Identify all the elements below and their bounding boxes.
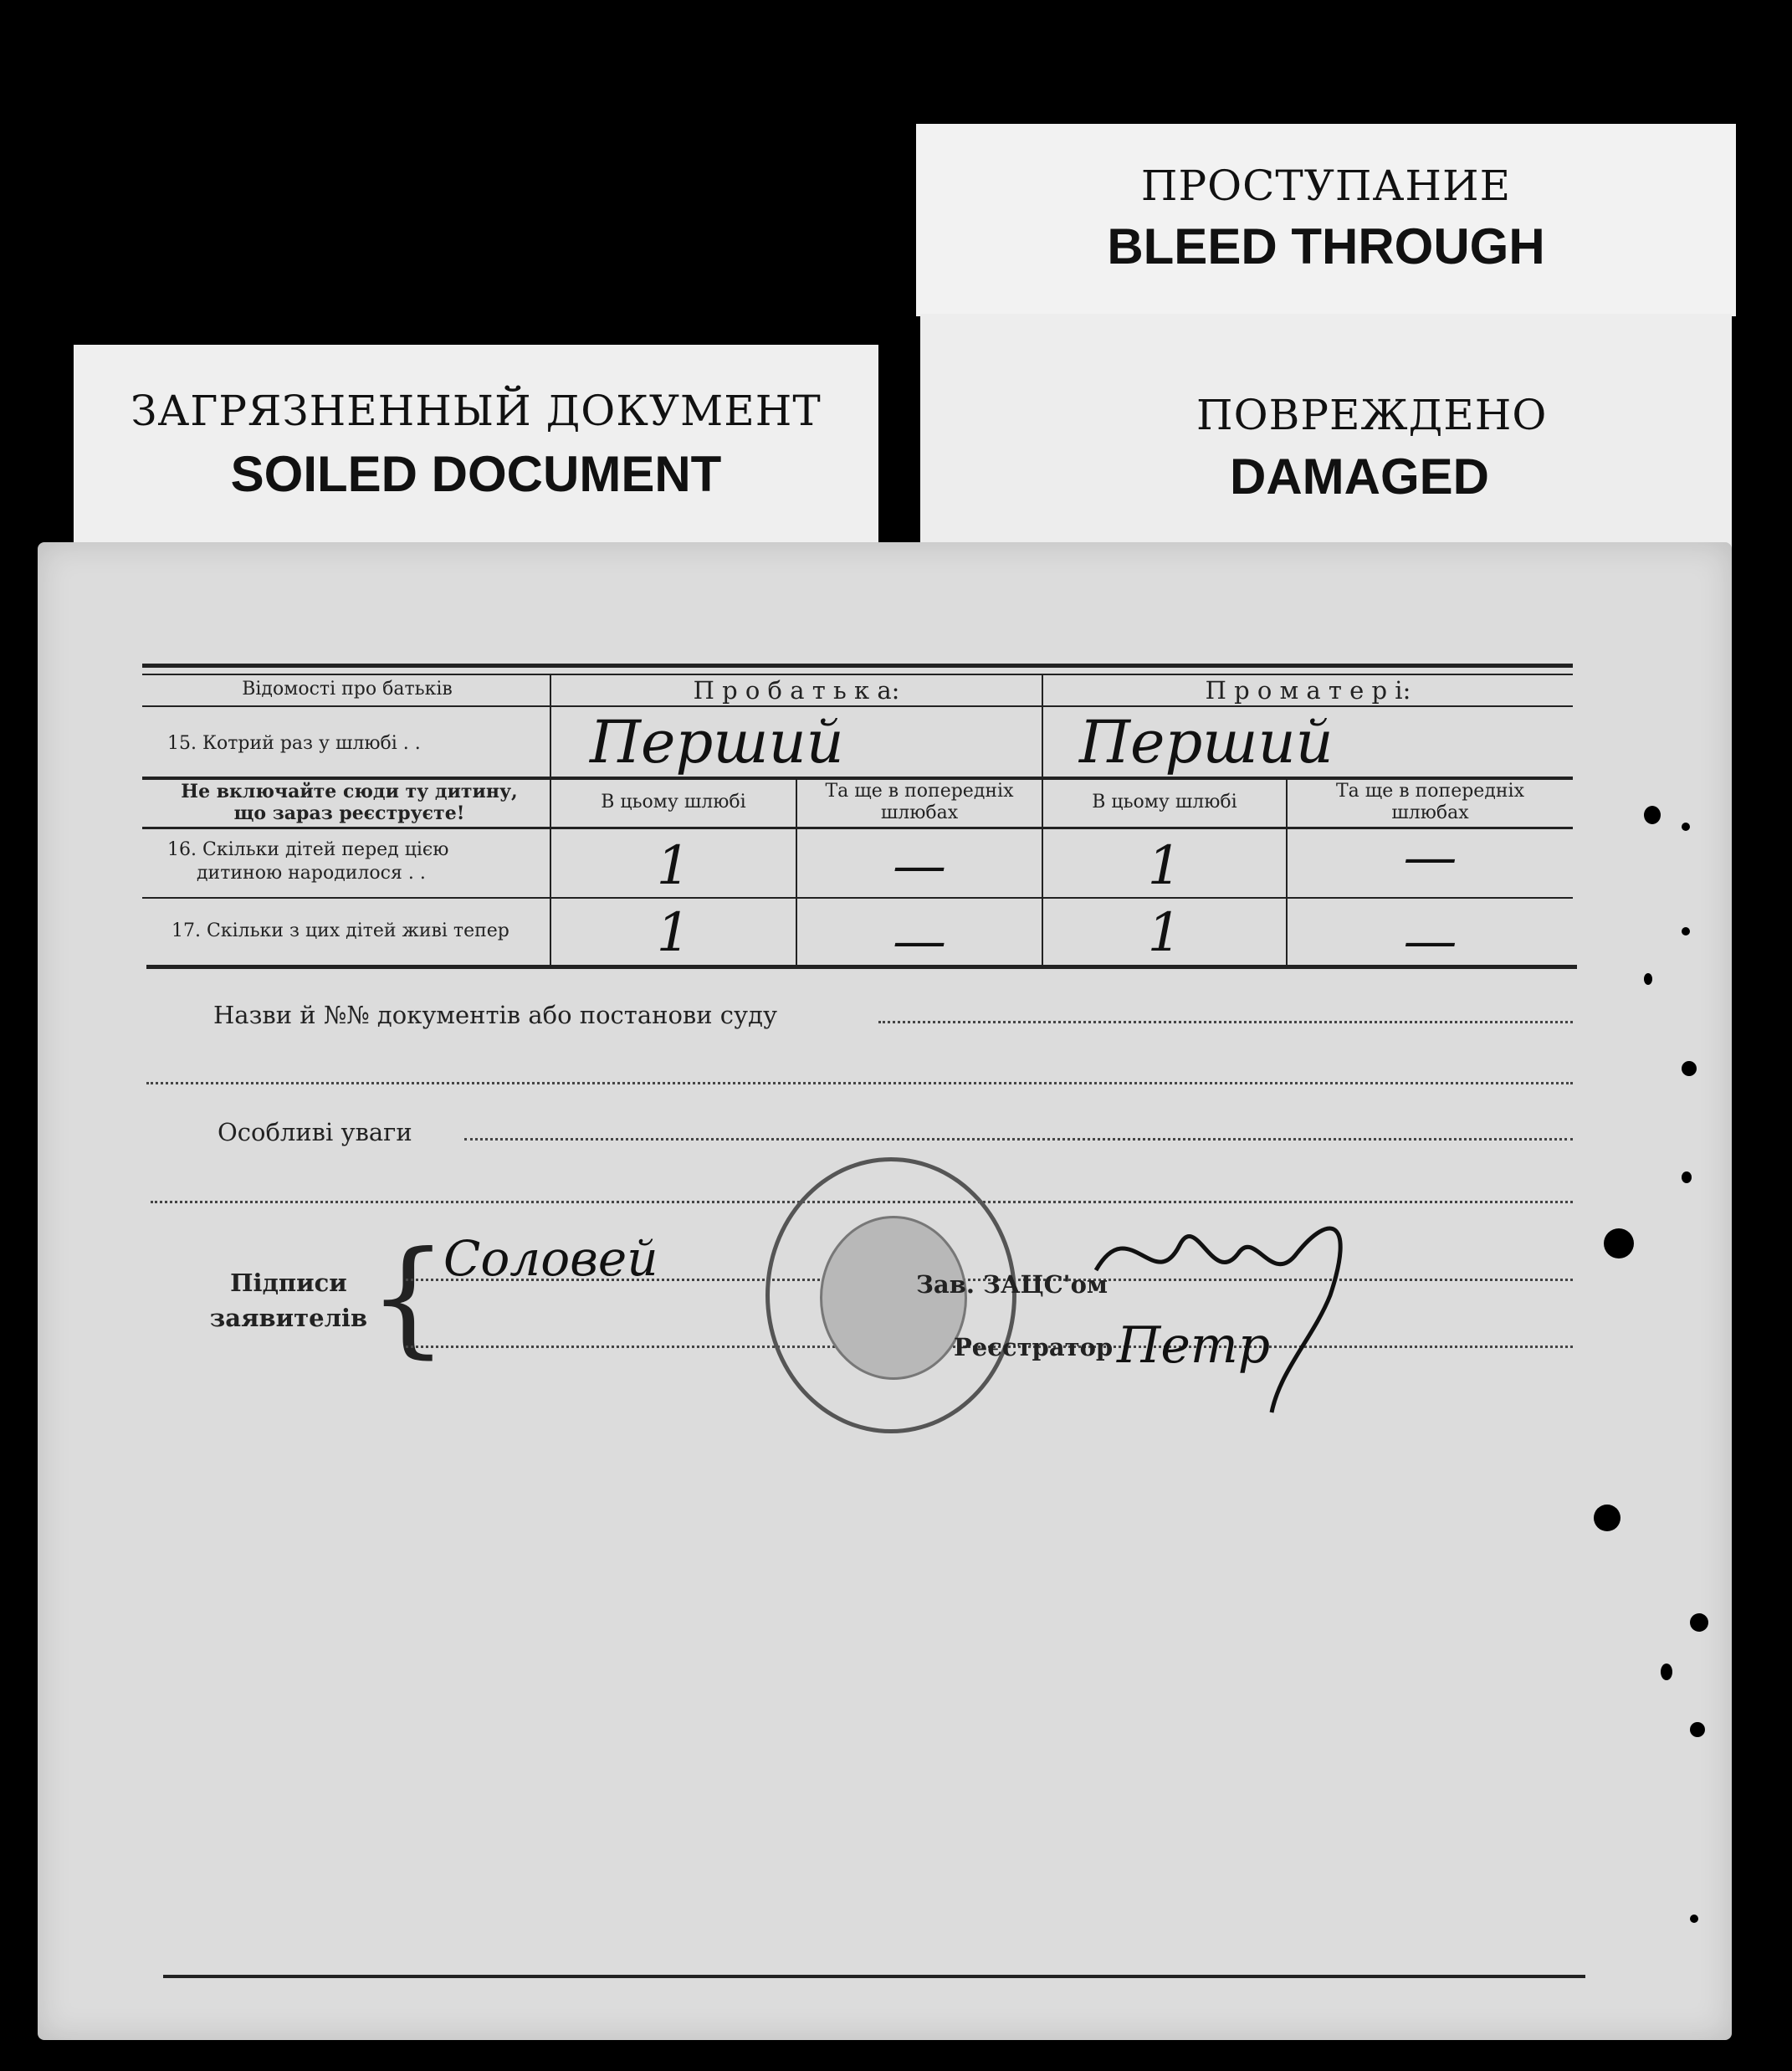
row15-label: 15. Котрий раз у шлюбі . . — [167, 733, 421, 754]
row17-father-this-value: 1 — [656, 902, 691, 964]
punch-hole — [1690, 1722, 1705, 1737]
row16-mother-previous-value: — — [1403, 827, 1457, 889]
punch-hole — [1690, 1915, 1698, 1923]
signatures-label-line2: заявителів — [209, 1304, 368, 1332]
mother-previous-marriages-header-line2: шлюбах — [1391, 802, 1469, 823]
damaged-label-en: DAMAGED — [1230, 449, 1489, 505]
signatures-brace: { — [368, 1225, 448, 1371]
father-previous-marriages-header-line1: Та ще в попередніх — [825, 781, 1014, 802]
registration-form-page — [38, 542, 1732, 2040]
page-bottom-rule — [163, 1975, 1585, 1978]
table-header-mother: П р о м а т е р і: — [1205, 676, 1411, 705]
documents-label: Назви й №№ документів або постанови суду — [213, 1001, 778, 1029]
row16-mother-this-value: 1 — [1147, 835, 1182, 897]
table-header-bottom-rule — [142, 705, 1573, 707]
damaged-card — [920, 314, 1732, 565]
table-row16-bottom-rule — [142, 897, 1573, 899]
registrar-signature: Петр — [1117, 1316, 1271, 1375]
bleed-through-label-en: BLEED THROUGH — [1107, 218, 1545, 274]
punch-hole — [1661, 1663, 1672, 1680]
father-this-marriage-header: В цьому шлюбі — [601, 792, 746, 813]
row16-father-this-value: 1 — [656, 835, 691, 897]
punch-hole — [1682, 1171, 1692, 1183]
row16-label-line1: 16. Скільки дітей перед цією — [167, 839, 449, 860]
notes-label: Особливі уваги — [218, 1118, 412, 1146]
table-top-rule — [142, 664, 1573, 668]
row17-mother-this-value: 1 — [1147, 902, 1182, 964]
punch-hole — [1604, 1228, 1634, 1258]
row15-father-value: Перший — [590, 708, 844, 777]
registrar-label: Реєстратор — [954, 1333, 1114, 1361]
row17-father-previous-value: — — [893, 910, 946, 972]
punch-hole — [1682, 823, 1690, 831]
notes-field — [464, 1138, 1573, 1141]
soiled-document-card — [74, 345, 878, 571]
soiled-document-label-ru: ЗАГРЯЗНЕННЫЙ ДОКУМЕНТ — [131, 387, 822, 435]
head-signature — [1079, 1195, 1380, 1429]
punch-hole — [1690, 1613, 1708, 1632]
signatures-label-line1: Підписи — [230, 1269, 347, 1297]
head-of-registry-label: Зав. ЗАЦС'ом — [916, 1270, 1108, 1299]
table-header-parents-info: Відомості про батьків — [242, 679, 453, 700]
bleed-through-card — [916, 124, 1736, 316]
row16-label-line2: дитиною народилося . . — [197, 863, 426, 884]
mother-previous-marriages-header-line1: Та ще в попередніх — [1336, 781, 1524, 802]
punch-hole — [1644, 973, 1652, 985]
damaged-label-ru: ПОВРЕЖДЕНО — [1196, 391, 1548, 439]
soiled-document-label-en: SOILED DOCUMENT — [230, 446, 722, 502]
father-previous-marriages-header-line2: шлюбах — [880, 802, 959, 823]
bleed-through-label-ru: ПРОСТУПАНИЕ — [1140, 161, 1512, 210]
exclusion-note-line2: що зараз реєструєте! — [233, 802, 465, 824]
table-header-father: П р о б а т ь к а: — [693, 676, 900, 705]
table-row15-bottom-rule — [142, 777, 1573, 780]
punch-hole — [1594, 1505, 1620, 1531]
row17-mother-previous-value: — — [1403, 910, 1457, 972]
row17-label: 17. Скільки з цих дітей живі тепер — [172, 920, 509, 941]
applicant-signature: Соловей — [443, 1230, 658, 1287]
row16-father-previous-value: — — [893, 835, 946, 897]
table-header-rule — [142, 674, 1573, 675]
punch-hole — [1682, 1061, 1697, 1076]
exclusion-note-line1: Не включайте сюди ту дитину, — [181, 781, 518, 802]
documents-field — [878, 1021, 1573, 1023]
documents-field-continuation — [146, 1082, 1573, 1084]
punch-hole — [1644, 806, 1661, 824]
row15-mother-value: Перший — [1079, 708, 1334, 777]
mother-this-marriage-header: В цьому шлюбі — [1092, 792, 1237, 813]
punch-hole — [1682, 927, 1690, 936]
